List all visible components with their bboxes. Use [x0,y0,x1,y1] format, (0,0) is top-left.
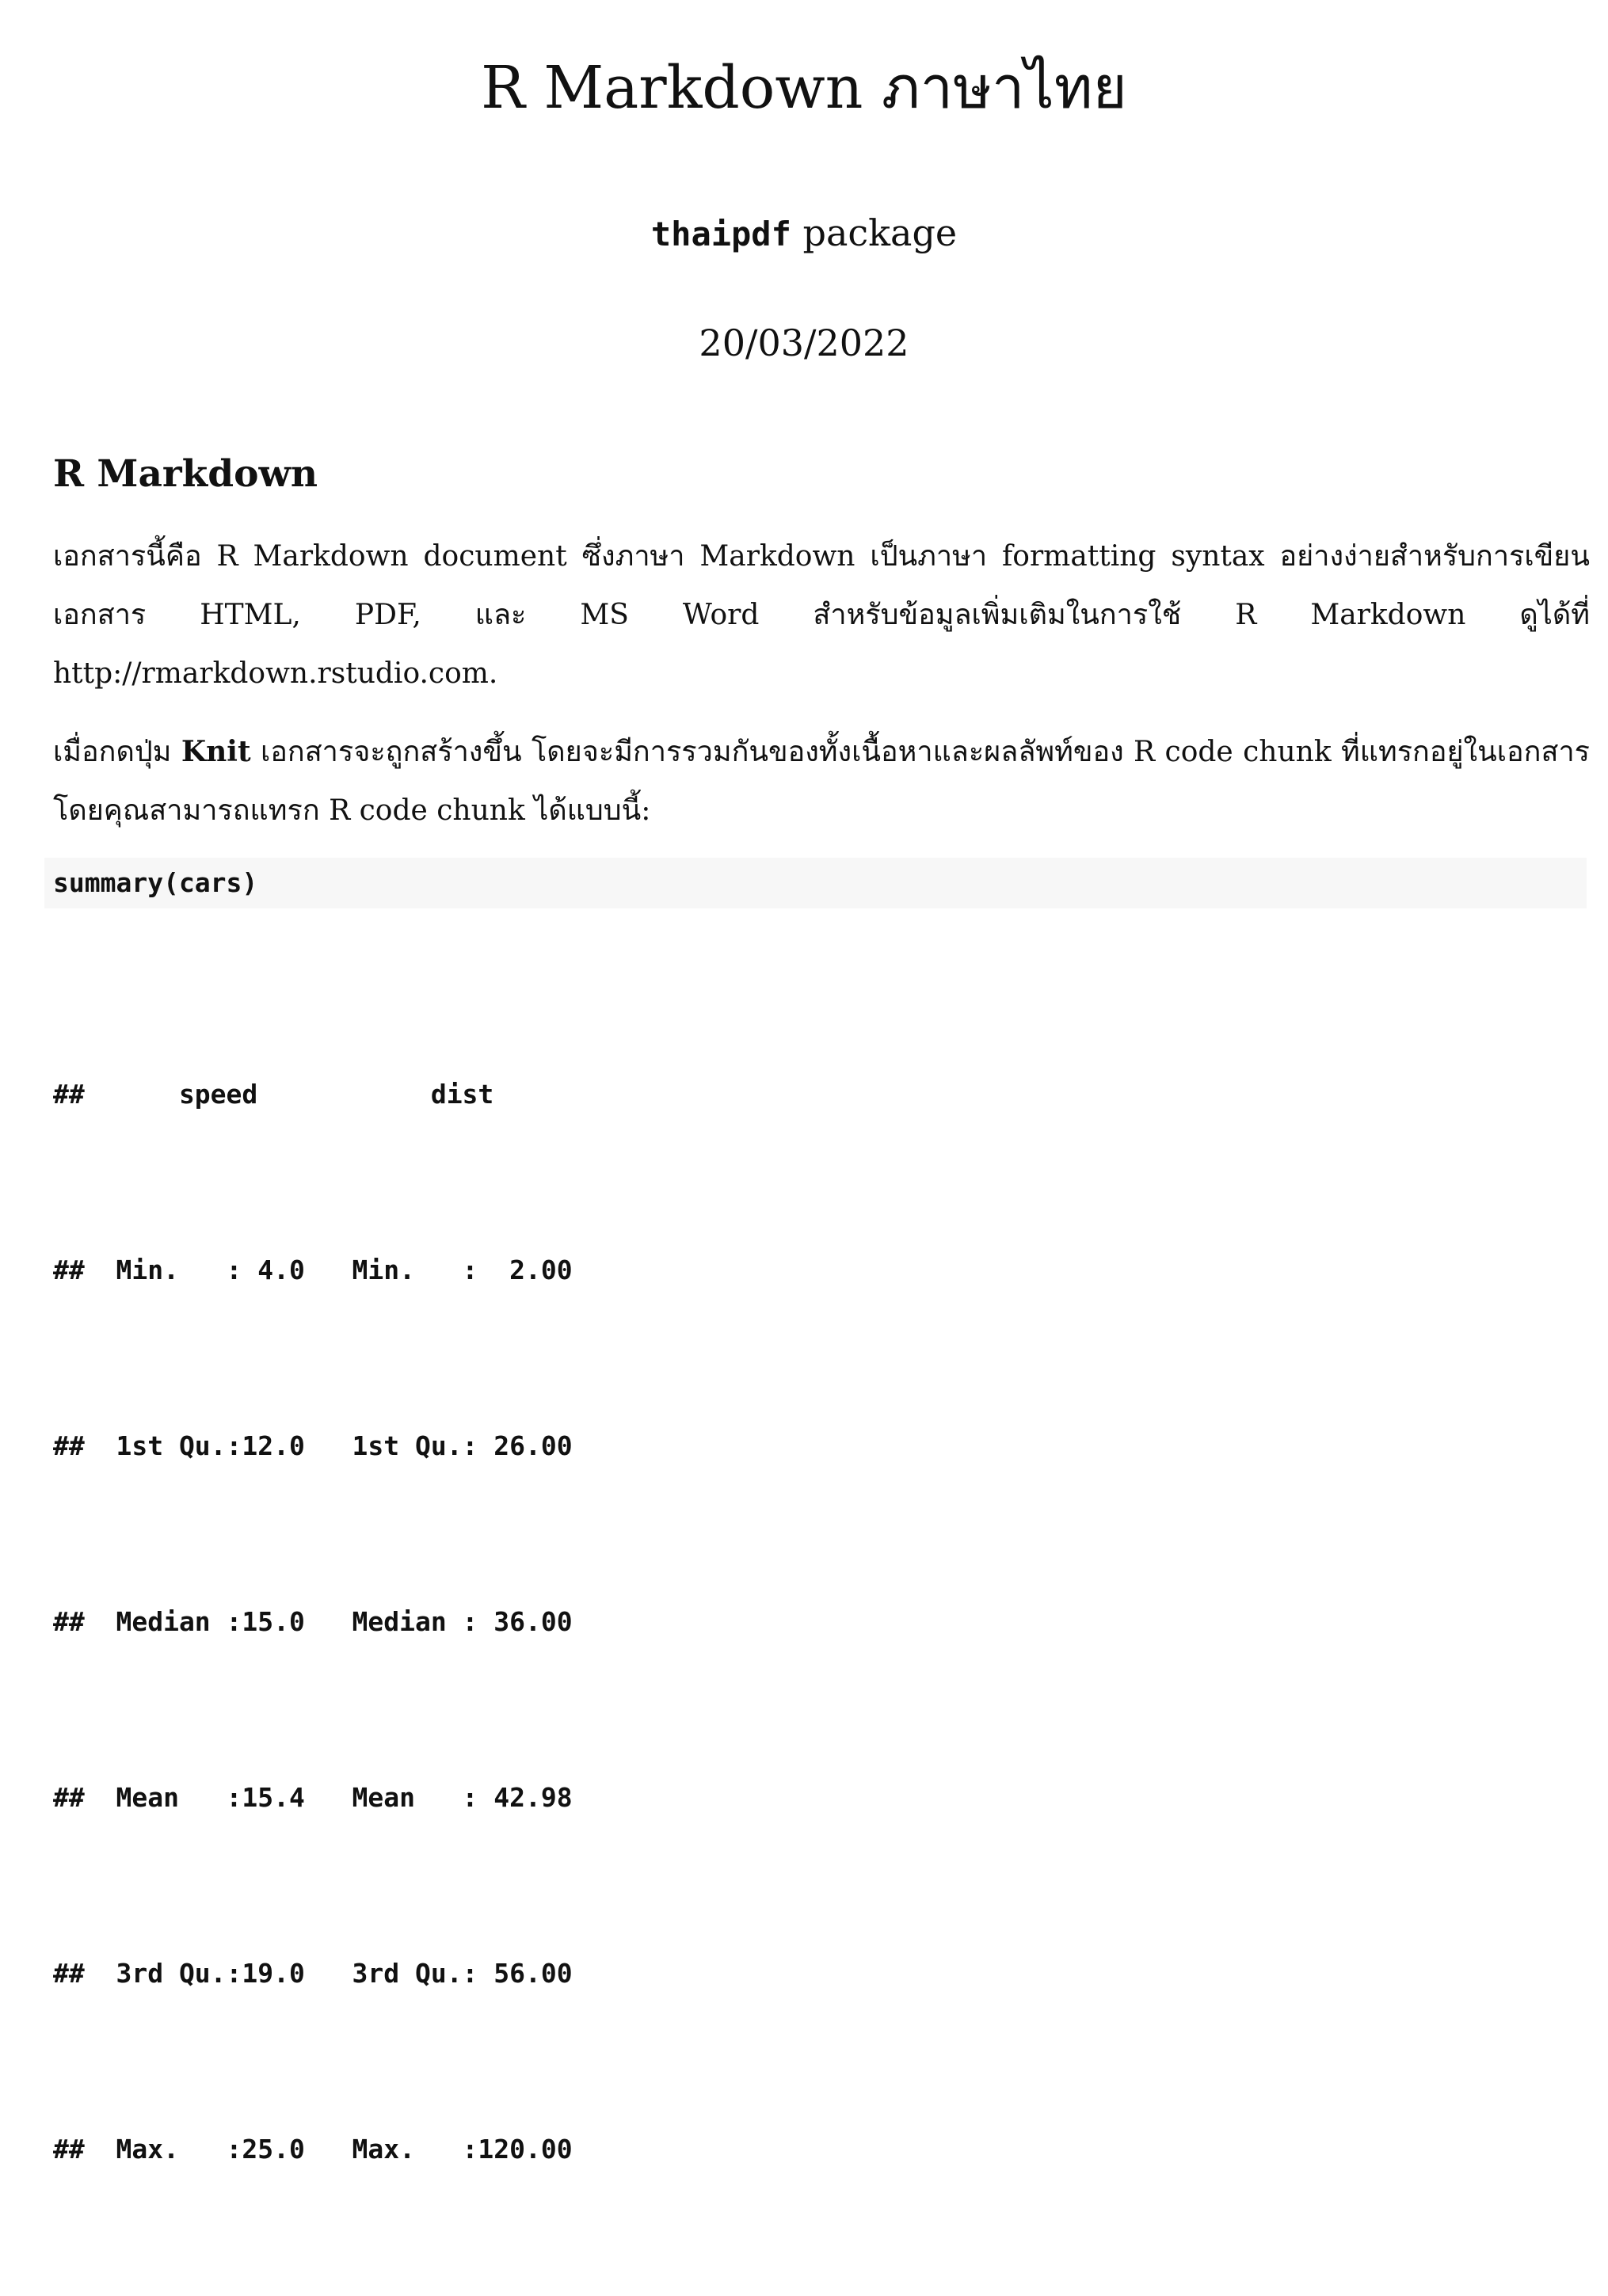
intro-paragraph: เอกสารนี้คือ R Markdown document ซึ่งภาษา Markdown เป็นภาษา formatting syntax อย่างง่ายสำหรับการเขียนเอกสาร HTML, PDF, และ MS Word สำหรับข้อมูลเพิ่มเติมในการใช้ R Markdown ดูได้ที่ http://rmarkdown.rstudio.com. [53,540,1590,690]
code-chunk [44,858,1587,908]
code-output [53,948,604,2296]
subtitle-package-name: thaipdf [650,215,791,253]
section-heading: R Markdown [53,452,318,496]
code-source: summary(cars) [53,867,258,898]
document-subtitle [0,209,1608,258]
knit-keyword: Knit [181,735,251,768]
subtitle-text: package [791,211,958,254]
output-line: ## 1st Qu.:12.0 1st Qu.: 26.00 [53,1430,604,1461]
output-line: ## Min. : 4.0 Min. : 2.00 [53,1255,604,1285]
output-line: ## speed dist [53,1079,604,1110]
knit-paragraph [53,722,1590,840]
output-line: ## Max. :25.0 Max. :120.00 [53,2134,604,2165]
output-line: ## Mean :15.4 Mean : 42.98 [53,1782,604,1813]
knit-paragraph-end: เอกสารจะถูกสร้างขึ้น โดยจะมีการรวมกันของทั้งเนื้อหาและผลลัพท์ของ R code chunk ที่แทรกอยู่ในเอกสาร โดยคุณสามารถแทรก R code chunk ได้แบบนี้: [53,736,1590,827]
document-date: 20/03/2022 [699,322,909,364]
document-title: R Markdown ภาษาไทย [481,54,1127,122]
knit-paragraph-start: เมื่อกดปุ่ม [53,736,181,768]
output-line: ## 3rd Qu.:19.0 3rd Qu.: 56.00 [53,1958,604,1989]
output-line: ## Median :15.0 Median : 36.00 [53,1606,604,1637]
